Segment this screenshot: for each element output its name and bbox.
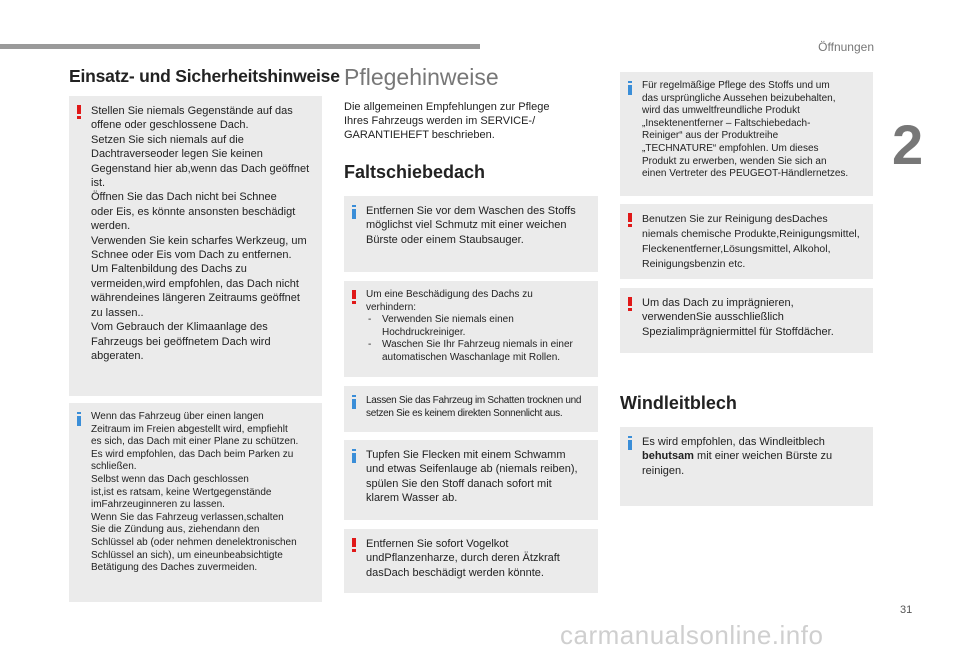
folding-roof-box-2-list [366,314,590,364]
folding-roof-box-1-text: Entfernen Sie vor dem Waschen des Stoffs möglichst viel Schmutz mit einer weichen Bürste oder einem Staubsauger. [366,205,576,246]
info-icon [352,205,356,219]
warning-icon [352,538,356,551]
watermark[interactable]: carmanualsonline.info [560,620,824,650]
folding-roof-box-8-text: Um das Dach zu imprägnieren, verwendenSie ausschließlich Spezialimprägniermittel für Stoffdächer. [642,297,834,338]
list-item: - Verwenden Sie niemals einen Hochdruckreiniger. [366,314,590,339]
wind-deflector-text-before: Es wird empfohlen, das Windleitblech [642,436,825,448]
folding-roof-box-5-text: Entfernen Sie sofort Vogelkot undPflanzenharze, durch deren Ätzkraft dasDach beschädigt werden könnte. [366,538,560,579]
safety-title: Einsatz- und Sicherheitshinweise [69,66,340,86]
warning-icon [77,105,81,118]
folding-roof-box-6 [620,72,873,196]
info-icon [628,436,632,450]
folding-roof-box-2 [344,281,598,377]
folding-roof-box-4 [344,440,598,520]
warning-icon [352,290,356,303]
folding-roof-box-7 [620,204,873,279]
list-item: - Waschen Sie Ihr Fahrzeug niemals in einer automatischen Waschanlage mit Rollen. [366,339,590,364]
folding-roof-box-4-text: Tupfen Sie Flecken mit einem Schwamm und etwas Seifenlauge ab (niemals reiben), spülen Sie den Stoff danach sofort mit klarem Wasser ab. [366,449,578,505]
wind-deflector-title: Windleitblech [620,393,737,413]
safety-info-text: Wenn das Fahrzeug über einen langen Zeitraum im Freien abgestellt wird, empfiehlt es sich, das Dach mit einer Plane zu schützen. Es wird empfohlen, das Dach beim Parken zu schließen. Selbst wenn das Dach geschlossen ist,ist es ratsam, keine Wertgegenstände imFahrzeuginneren zu lassen. Wenn Sie das Fahrzeug verlassen,schalten Sie die Zündung aus, ziehendann den Schlüssel ab (oder nehmen denelektronischen Schlüssel an sich), um eineunbeabsichtigte Betätigung des Daches zuvermeiden. [91,411,299,574]
folding-roof-box-7-text: Benutzen Sie zur Reinigung desDaches niemals chemische Produkte,Reinigungsmittel, Fleckenentferner,Lösungsmittel, Alkohol, Reinigungsbenzin etc. [642,213,860,270]
page-number: 31 [900,604,913,616]
warning-icon [628,213,632,226]
care-intro: Die allgemeinen Empfehlungen zur Pflege Ihres Fahrzeugs werden im SERVICE-/ GARANTIEHEFT beschrieben. [344,101,550,141]
folding-roof-box-6-text: Für regelmäßige Pflege des Stoffs und um das ursprüngliche Aussehen beizubehalten, wird das umweltfreundliche Produkt „Insektenentferner – Faltschiebedach- Reiniger“ aus der Produktreihe „TECHNATURE“ empfohlen. Um dieses Produkt zu erwerben, wenden Sie sich an einen Vertreter des PEUGEOT-Händlernetzes. [642,80,849,180]
section-title: Öffnungen [818,40,874,54]
info-icon [628,81,632,95]
info-icon [77,412,81,426]
wind-deflector-box [620,427,873,506]
warning-icon [628,297,632,310]
header-bar [0,44,480,49]
chapter-number: 2 [892,113,924,176]
wind-deflector-text-bold: behutsam [642,450,694,463]
safety-warning-text: Stellen Sie niemals Gegenstände auf das offene oder geschlossene Dach. Setzen Sie sich niemals auf die Dachtraverseoder legen Sie keinen Gegenstand hier ab,wenn das Dach geöffnet ist. Öffnen Sie das Dach nicht bei Schnee oder Eis, es könnte ansonsten beschädigt werden. Verwenden Sie kein scharfes Werkzeug, um Schnee oder Eis vom Dach zu entfernen. Um Faltenbildung des Dachs zu vermeiden,wird empfohlen, das Dach nicht währendeines längeren Zeitraums geöffnet zu lassen.. Vom Gebrauch der Klimaanlage des Fahrzeugs bei geöffnetem Dach wird abgeraten. [91,105,310,362]
folding-roof-box-5 [344,529,598,593]
wind-deflector-text-after: mit einer weichen Bürste zu reinigen. [642,450,833,477]
care-title: Pflegehinweise [344,64,499,90]
info-icon [352,395,356,409]
folding-roof-box-3 [344,386,598,432]
folding-roof-box-8 [620,288,873,353]
folding-roof-box-1 [344,196,598,272]
folding-roof-box-3-text: Lassen Sie das Fahrzeug im Schatten trocknen und setzen Sie es keinem direkten Sonnenlicht aus. [366,395,582,419]
folding-roof-box-2-lead: Um eine Beschädigung des Dachs zu verhindern: [366,289,533,313]
wind-deflector-text [642,435,865,478]
folding-roof-title: Faltschiebedach [344,162,486,182]
safety-info-box [69,403,322,602]
info-icon [352,449,356,463]
safety-warning-box [69,96,322,396]
